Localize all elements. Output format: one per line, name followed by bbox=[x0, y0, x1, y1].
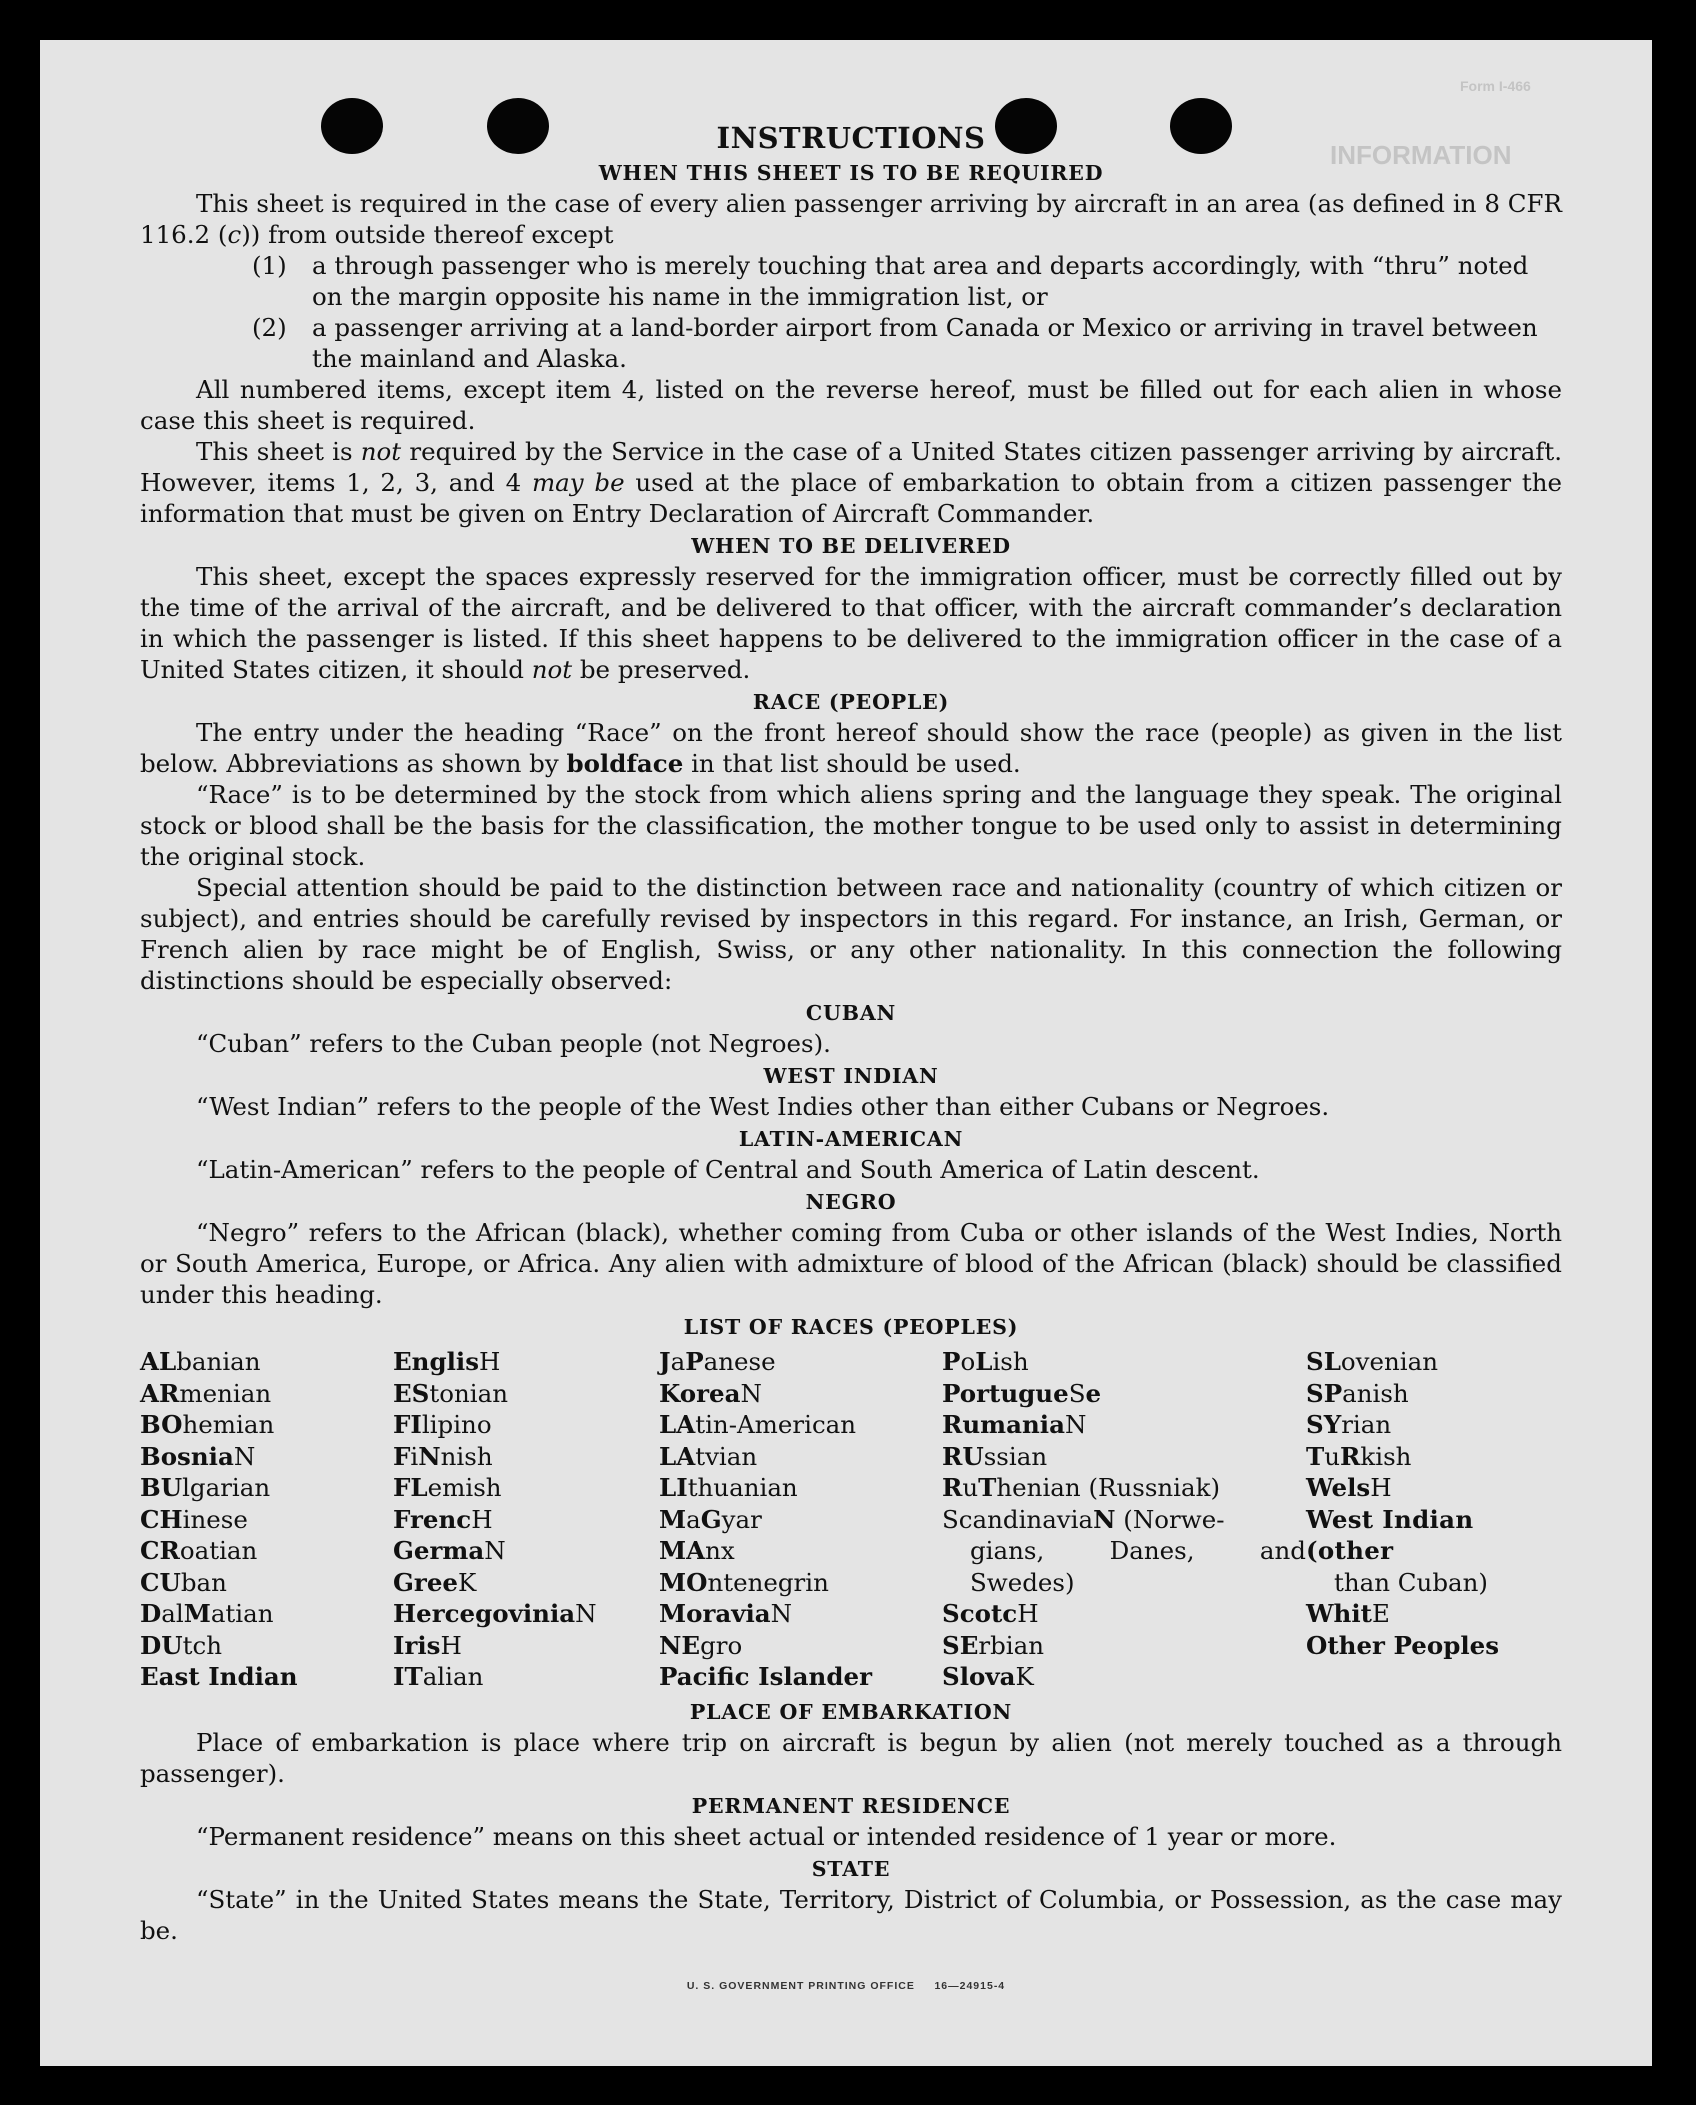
race-entry: JaPanese bbox=[659, 1347, 776, 1376]
race-entry: GreeK bbox=[393, 1567, 477, 1597]
paragraph-required: This sheet is required in the case of every alien passenger arriving by aircraft in an area (as defined in 8 CFR 116.2 (c)) from outside thereof except bbox=[140, 189, 1562, 249]
race-entry: SlovaK bbox=[942, 1662, 1034, 1691]
instructions-body bbox=[140, 120, 1562, 1946]
races-column-2 bbox=[393, 1346, 659, 1693]
races-column-4 bbox=[942, 1346, 1306, 1693]
race-entry: DalMatian bbox=[140, 1599, 274, 1628]
race-entry: ITalian bbox=[393, 1662, 484, 1691]
race-entry: Pacific Islander bbox=[659, 1662, 872, 1691]
heading-list-of-races: LIST OF RACES (PEOPLES) bbox=[683, 1315, 1019, 1339]
paragraph-latin-american: “Latin-American” refers to the people of Central and South America of Latin descent. bbox=[196, 1155, 1260, 1184]
paragraph-citizen: This sheet is not required by the Service in the case of a United States citizen passenger arriving by aircraft. However, items 1, 2, 3, and 4 may be used at the place of embarkation to obtain from a citizen passenger the information that must be given on Entry Declaration of Aircraft Commander. bbox=[140, 437, 1562, 528]
heading-negro: NEGRO bbox=[805, 1190, 897, 1214]
races-column-1 bbox=[140, 1346, 393, 1693]
race-entry: RuThenian (Russniak) bbox=[942, 1473, 1221, 1502]
race-entry: MOntenegrin bbox=[659, 1567, 829, 1597]
heading-when-required: WHEN THIS SHEET IS TO BE REQUIRED bbox=[598, 161, 1104, 185]
race-entry: EnglisH bbox=[393, 1347, 501, 1376]
heading-embarkation: PLACE OF EMBARKATION bbox=[689, 1699, 1013, 1724]
bleed-through-form-number: Form I-466 bbox=[1460, 78, 1531, 94]
race-entry: SPanish bbox=[1306, 1378, 1409, 1408]
heading-race: RACE (PEOPLE) bbox=[752, 690, 950, 714]
races-column-5 bbox=[1306, 1346, 1562, 1693]
race-entry: GermaN bbox=[393, 1536, 506, 1565]
race-entry: SLovenian bbox=[1306, 1347, 1439, 1376]
paragraph-race-nationality: Special attention should be paid to the distinction between race and nationality (country of which citizen or subject), and entries should be carefully revised by inspectors in this regard. For instance, an Irish, German, or French alien by race might be of English, Swiss, or any other nationality. In this connection the following distinctions should be especially observed: bbox=[140, 873, 1562, 995]
heading-cuban: CUBAN bbox=[805, 1001, 897, 1025]
race-entry: LIthuanian bbox=[659, 1473, 798, 1502]
heading-latin-american: LATIN-AMERICAN bbox=[738, 1127, 964, 1151]
heading-when-delivered: WHEN TO BE DELIVERED bbox=[691, 534, 1011, 558]
race-entry: MAnx bbox=[659, 1536, 735, 1565]
heading-state: STATE bbox=[811, 1856, 891, 1881]
race-entry: BosniaN bbox=[140, 1441, 256, 1471]
race-entry: Other Peoples bbox=[1306, 1630, 1500, 1660]
paragraph-west-indian: “West Indian” refers to the people of the West Indies other than either Cubans or Negroes. bbox=[196, 1092, 1330, 1121]
document-sheet bbox=[40, 40, 1652, 2066]
paragraph-permanent-residence: “Permanent residence” means on this sheet actual or intended residence of 1 year or more. bbox=[196, 1821, 1337, 1851]
bleed-through-text: INFORMATION bbox=[1330, 140, 1512, 170]
race-entry: PoLish bbox=[942, 1347, 1029, 1376]
race-entry: LAtin-American bbox=[659, 1410, 857, 1439]
exception-item-1: (1) a through passenger who is merely touching that area and departs accordingly, with “thru” noted on the margin opposite his name in the immigration list, or bbox=[252, 251, 1529, 311]
race-entry: TuRkish bbox=[1306, 1441, 1412, 1471]
paragraph-race-stock: “Race” is to be determined by the stock from which aliens spring and the language they speak. The original stock or blood shall be the basis for the classification, the mother tongue to be used only to assist in determining the original stock. bbox=[140, 780, 1562, 871]
race-entry: DUtch bbox=[140, 1630, 222, 1660]
races-column-3 bbox=[659, 1346, 942, 1693]
paragraph-race-entry: The entry under the heading “Race” on the front hereof should show the race (people) as given in the list below. Abbreviations as shown by boldface in that list should be used. bbox=[140, 718, 1562, 778]
race-entry: West Indian (other bbox=[1306, 1504, 1474, 1565]
race-entry: LAtvian bbox=[659, 1441, 758, 1471]
exception-item-2: (2) a passenger arriving at a land-border airport from Canada or Mexico or arriving in travel between the mainland and Alaska. bbox=[252, 313, 1538, 373]
race-entry: BUlgarian bbox=[140, 1473, 271, 1502]
race-entry: EStonian bbox=[393, 1378, 508, 1408]
paragraph-numbered-items: All numbered items, except item 4, listed on the reverse hereof, must be filled out for each alien in whose case this sheet is required. bbox=[140, 375, 1562, 435]
race-entry: WhitE bbox=[1306, 1599, 1390, 1628]
race-entry: WelsH bbox=[1306, 1473, 1392, 1502]
race-entry: ScandinaviaN (Norwe- bbox=[942, 1504, 1225, 1534]
race-entry: FIlipino bbox=[393, 1410, 492, 1439]
race-entry: East Indian bbox=[140, 1662, 298, 1691]
race-entry-continuation: gians, Danes, and bbox=[970, 1536, 1306, 1565]
printing-office-footer: U. S. GOVERNMENT PRINTING OFFICE 16—24915-4 bbox=[686, 1980, 1006, 1992]
race-entry: SYrian bbox=[1306, 1410, 1392, 1439]
race-entry: SErbian bbox=[942, 1630, 1044, 1660]
race-entry: IrisH bbox=[393, 1630, 462, 1660]
race-entry: NEgro bbox=[659, 1630, 743, 1660]
heading-permanent-residence: PERMANENT RESIDENCE bbox=[691, 1793, 1011, 1818]
paragraph-state: “State” in the United States means the State, Territory, District of Columbia, or Possession, as the case may be. bbox=[140, 1884, 1562, 1945]
page-title: INSTRUCTIONS bbox=[716, 121, 986, 155]
race-entry: MoraviaN bbox=[659, 1599, 793, 1628]
race-entry: FLemish bbox=[393, 1473, 502, 1502]
race-entry: RumaniaN bbox=[942, 1410, 1087, 1439]
race-entry: BOhemian bbox=[140, 1410, 275, 1439]
race-entry: FrencH bbox=[393, 1504, 493, 1534]
paragraph-cuban: “Cuban” refers to the Cuban people (not Negroes). bbox=[196, 1029, 831, 1058]
race-entry: FiNnish bbox=[393, 1441, 493, 1471]
heading-west-indian: WEST INDIAN bbox=[763, 1064, 939, 1088]
race-entry: RUssian bbox=[942, 1441, 1048, 1471]
race-entry: CRoatian bbox=[140, 1536, 258, 1565]
list-of-races bbox=[140, 1346, 1562, 1693]
paragraph-embarkation: Place of embarkation is place where trip on aircraft is begun by alien (not merely touched as a through passenger). bbox=[140, 1727, 1562, 1788]
race-entry: ARmenian bbox=[140, 1378, 272, 1408]
paragraph-negro: “Negro” refers to the African (black), whether coming from Cuba or other islands of the West Indies, North or South America, Europe, or Africa. Any alien with admixture of blood of the African (black) should be classified under this heading. bbox=[140, 1218, 1562, 1309]
race-entry: KoreaN bbox=[659, 1378, 762, 1408]
race-entry: HercegoviniaN bbox=[393, 1599, 597, 1628]
paragraph-delivered: This sheet, except the spaces expressly reserved for the immigration officer, must be correctly filled out by the time of the arrival of the aircraft, and be delivered to that officer, with the aircraft commander’s declaration in which the passenger is listed. If this sheet happens to be delivered to the immigration officer in the case of a United States citizen, it should not be preserved. bbox=[140, 562, 1562, 684]
race-entry: MaGyar bbox=[659, 1504, 762, 1534]
race-entry: CHinese bbox=[140, 1504, 248, 1534]
race-entry: PortugueSe bbox=[942, 1378, 1102, 1408]
race-entry: ScotcH bbox=[942, 1599, 1039, 1628]
race-entry-continuation: Swedes) bbox=[970, 1567, 1075, 1597]
race-entry: CUban bbox=[140, 1567, 227, 1597]
race-entry: ALbanian bbox=[140, 1347, 261, 1376]
race-entry-continuation: than Cuban) bbox=[1334, 1567, 1488, 1597]
